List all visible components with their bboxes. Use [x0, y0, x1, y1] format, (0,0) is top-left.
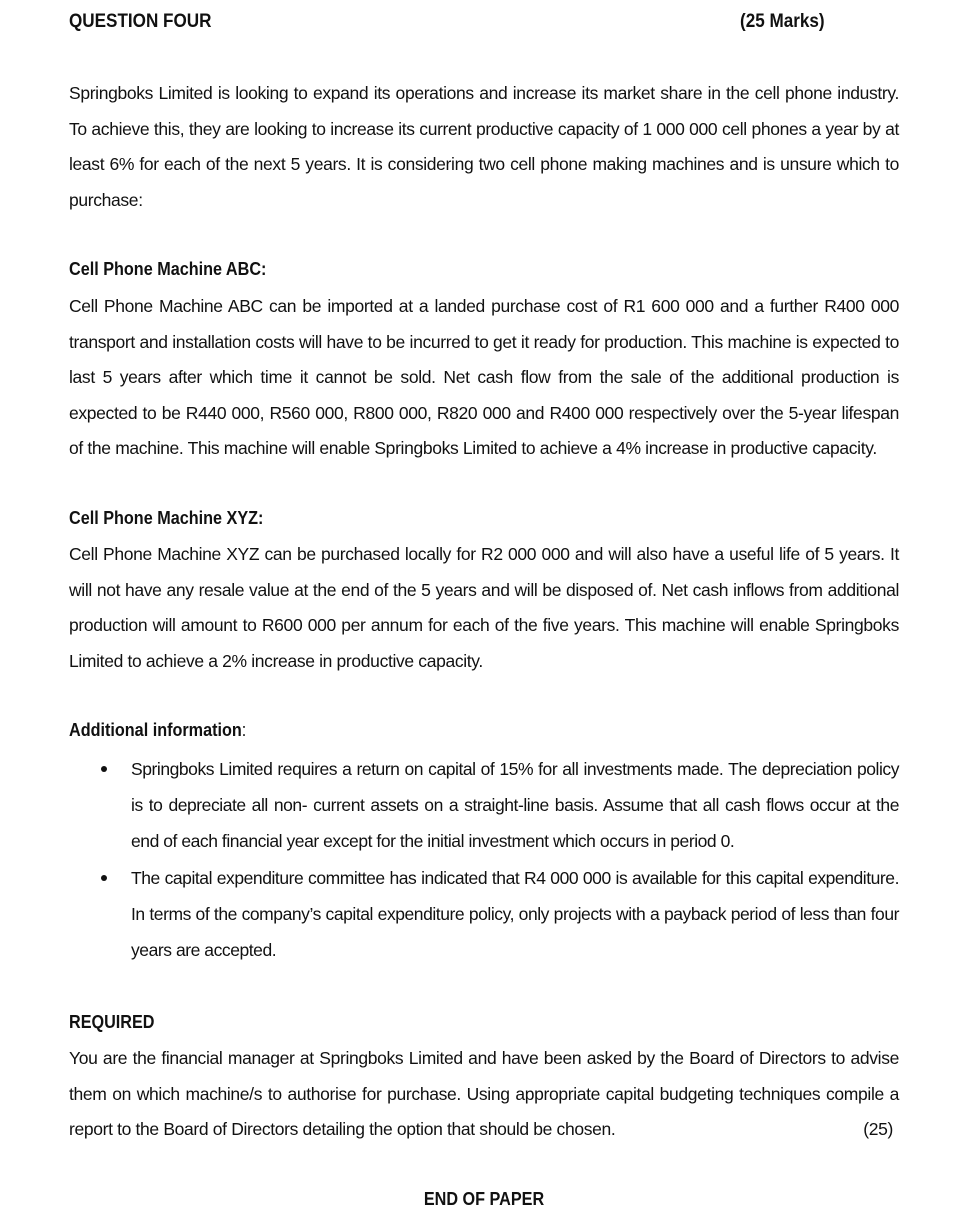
- additional-info-heading-text: Additional information: [69, 720, 242, 740]
- machine-abc-heading: Cell Phone Machine ABC:: [69, 259, 267, 279]
- question-header: [69, 11, 899, 35]
- bullet-icon: [101, 875, 107, 881]
- required-block: [69, 1041, 899, 1148]
- question-marks: (25 Marks): [740, 11, 825, 32]
- exam-page: [69, 0, 899, 1228]
- machine-abc-paragraph: Cell Phone Machine ABC can be imported at a landed purchase cost of R1 600 000 and a further R400 000 transport and installation costs will have to be incurred to get it ready for production. This machine is expected to last 5 years after which time it cannot be sold. Net cash flow from the sale of the additional production is expected to be R440 000, R560 000, R800 000, R820 000 and R400 000 respectively over the 5-year lifespan of the machine. This machine will enable Springboks Limited to achieve a 4% increase in productive capacity.: [69, 296, 899, 458]
- bullet-icon: [101, 766, 107, 772]
- list-item-text: Springboks Limited requires a return on capital of 15% for all investments made. The depreciation policy is to depreciate all non- current assets on a straight-line basis. Assume that all cash flows occur at the end of each financial year except for the initial investment which occurs in period 0.: [131, 759, 899, 851]
- machine-xyz-heading: Cell Phone Machine XYZ:: [69, 508, 264, 528]
- list-item: [69, 751, 899, 859]
- machine-xyz-paragraph: Cell Phone Machine XYZ can be purchased locally for R2 000 000 and will also have a useful life of 5 years. It will not have any resale value at the end of the 5 years and will be disposed of. Net cash inflows from additional production will amount to R600 000 per annum for each of the five years. This machine will enable Springboks Limited to achieve a 2% increase in productive capacity.: [69, 544, 899, 671]
- additional-info-heading-colon: :: [241, 720, 247, 740]
- additional-info-list: [69, 751, 899, 968]
- required-paragraph: You are the financial manager at Springboks Limited and have been asked by the Board of Directors to advise them on which machine/s to authorise for purchase. Using appropriate capital budgeting techniques compile a report to the Board of Directors detailing the option that should be chosen.: [69, 1048, 899, 1139]
- required-marks: (25): [863, 1119, 893, 1139]
- additional-info-heading: [69, 720, 246, 741]
- intro-paragraph: Springboks Limited is looking to expand its operations and increase its market share in the cell phone industry. To achieve this, they are looking to increase its current productive capacity of 1 000 000 cell phones a year by at least 6% for each of the next 5 years. It is considering two cell phone making machines and is unsure which to purchase:: [69, 83, 899, 210]
- list-item: [69, 860, 899, 968]
- list-item-text: The capital expenditure committee has indicated that R4 000 000 is available for this capital expenditure. In terms of the company’s capital expenditure policy, only projects with a payback period of less than four years are accepted.: [131, 868, 899, 960]
- required-heading: REQUIRED: [69, 1012, 155, 1032]
- question-title: QUESTION FOUR: [69, 11, 212, 32]
- end-of-paper: END OF PAPER: [423, 1189, 545, 1209]
